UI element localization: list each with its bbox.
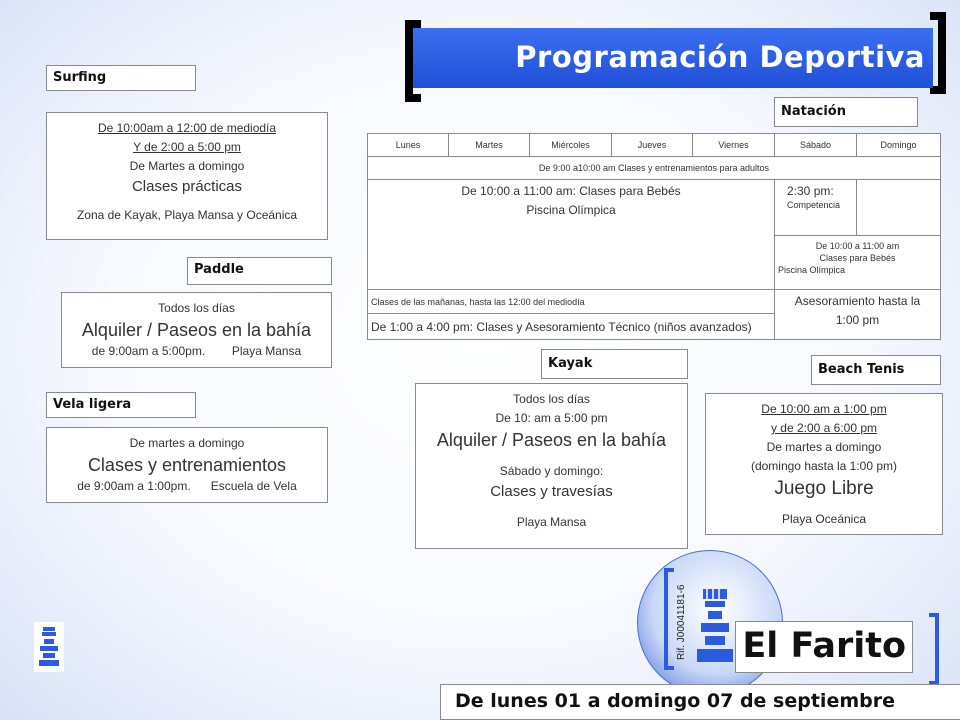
natacion-schedule-table [367,133,941,340]
beach-line-6: Playa Oceánica [781,512,867,526]
beach-line-1: De 10:00 am a 1:00 pm [761,402,887,416]
brand-name: El Farito [735,621,913,673]
page-title: Programación Deportiva [413,28,933,88]
date-range: De lunes 01 a domingo 07 de septiembre [440,684,960,720]
logo-bracket-right [929,613,939,685]
kayak-line-5: Clases y travesías [490,483,613,500]
kayak-line-6: Playa Mansa [516,515,587,529]
kayak-line-3: Alquiler / Paseos en la bahía [436,430,667,450]
vela-label: Vela ligera [46,392,196,418]
beach-tenis-box [705,393,943,535]
day-header: Domingo [857,134,941,157]
vela-hours: de 9:00am a 1:00pm. [77,479,191,493]
surfing-line-3: De Martes a domingo [129,159,245,173]
advice-line-2: 1:00 pm [835,313,880,327]
competition-time: 2:30 pm: [787,184,834,198]
paddle-hours: de 9:00am a 5:00pm. [91,344,206,358]
paddle-label: Paddle [187,257,332,285]
beach-line-4: (domingo hasta la 1:00 pm) [750,459,898,473]
beach-tenis-label: Beach Tenis [811,355,941,385]
paddle-box [61,292,332,368]
baby-classes-line-2: Piscina Olímpica [526,203,616,217]
vela-box [46,427,328,503]
empty-cell [857,180,941,236]
sunday-baby-line-2: Clases para Bebés [819,253,896,263]
vela-line-3 [47,477,327,496]
advice-cell [775,290,941,340]
advice-line-1: Asesoramiento hasta la [794,294,921,308]
day-header: Sábado [775,134,857,157]
paddle-line-1: Todos los días [158,301,235,315]
kayak-line-2: De 10: am a 5:00 pm [495,411,608,425]
beach-line-2: y de 2:00 a 6:00 pm [770,421,878,435]
sunday-baby-line-1: De 10:00 a 11:00 am [815,241,900,251]
beach-line-3: De martes a domingo [766,440,882,454]
vela-line-2: Clases y entrenamientos [87,455,287,475]
day-header: Martes [449,134,530,157]
beach-line-5: Juego Libre [774,478,874,499]
afternoon-classes-cell: De 1:00 a 4:00 pm: Clases y Asesoramiento Técnico (niños avanzados) [368,314,775,340]
kayak-box [415,383,688,549]
kayak-line-4: Sábado y domingo: [499,464,604,478]
paddle-location: Playa Mansa [231,344,302,358]
vela-line-1: De martes a domingo [129,436,245,450]
day-header: Lunes [368,134,449,157]
kayak-label: Kayak [541,349,688,379]
baby-classes-cell [368,180,775,290]
competition-label: Competencia [787,200,841,210]
morning-classes-cell: Clases de las mañanas, hasta las 12:00 del mediodía [368,290,775,314]
lighthouse-icon [693,587,737,667]
surfing-line-5: Zona de Kayak, Playa Mansa y Oceánica [76,208,298,222]
logo-bracket-left [664,568,674,670]
surfing-line-1: De 10:00am a 12:00 de mediodía [97,121,277,135]
surfing-line-4: Clases prácticas [131,178,243,195]
kayak-line-1: Todos los días [513,392,590,406]
vela-location: Escuela de Vela [210,479,297,493]
rif-number: Rif. J00041181-6 [676,584,687,660]
surfing-label: Surfing [46,65,196,91]
sunday-baby-cell [775,236,941,290]
day-header: Miércoles [530,134,612,157]
paddle-line-2: Alquiler / Paseos en la bahía [81,320,312,340]
competition-cell [775,180,857,236]
day-header: Jueves [612,134,693,157]
baby-classes-line-1: De 10:00 a 11:00 am: Clases para Bebés [461,184,681,198]
sunday-baby-line-3: Piscina Olímpica [778,265,846,275]
lighthouse-icon [34,622,64,672]
natacion-label: Natación [774,97,918,127]
day-header: Viernes [693,134,775,157]
paddle-line-3 [62,342,331,361]
adult-classes-row: De 9:00 a10:00 am Clases y entrenamientos para adultos [368,157,941,180]
surfing-box [46,112,328,240]
surfing-line-2: Y de 2:00 a 5:00 pm [133,140,241,154]
